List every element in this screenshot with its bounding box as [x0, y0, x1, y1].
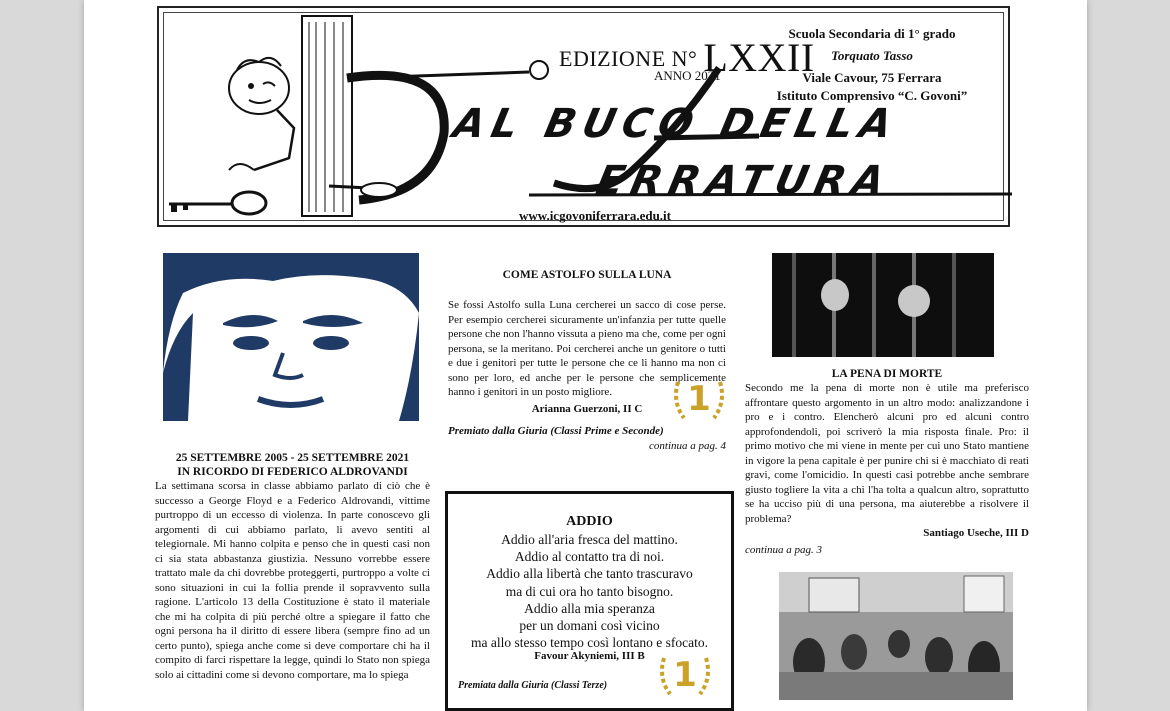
poem-line: Addio alla libertà che tanto trascuravo	[486, 566, 693, 582]
memorial-article	[155, 451, 430, 682]
death-penalty-continue-link[interactable]: continua a pag. 3	[745, 543, 822, 556]
death-penalty-title: LA PENA DI MORTE	[831, 368, 943, 380]
medal-digit-1: 1	[687, 379, 711, 419]
astolfo-body: Se fossi Astolfo sulla Luna cercherei un sacco di cose perse. Per esempio cercherei sicuramente un'infanzia per tutte quelle persone che non l'hanno vissuta a pieno ma che, come per ogni persona, se la meritano. Poi cercherei anche un genitore o tutti e due i genitori per tutte le persone che ce li hanno ma non ci sono per loro, ed anche per le persone che semplicemente hanno i genitori in un posto migliore.	[448, 299, 726, 398]
death-penalty-article	[745, 367, 1029, 557]
first-prize-medal-icon	[656, 648, 714, 700]
memorial-body: La settimana scorsa in classe abbiamo parlato di ciò che è successo a George Floyd e a Federico Aldrovandi, vittime purtroppo di un eccesso di violenza. In parte conoscevo gli argomenti di cui abbiamo parlato, li avevo sentiti al telegiornale. Mi hanno colpita e penso che in questi casi non ci sia stata abbastanza giustizia. Nessuno vorrebbe essere trattato male da chi dovrebbe proteggerti, purtroppo a volte ci sono situazioni in cui la follia prende il sopravvento sulla ragione. L'articolo 13 della Costituzione è stato il materiale che mi ha colpita di più perché oltre a spiegare il fatto che ogni persona ha il diritto di essere libera (sempre fino ad un certo punto), spiega anche come si deve comportare chi ha il compito di farci rispettare la legge, quindi lo Stato non spiega solo ai cittadini come si devono comportare, ma lo spiega	[155, 480, 430, 681]
poem-line: per un domani così vicino	[519, 618, 660, 634]
poem-line: ma di cui ora ho tanto bisogno.	[505, 583, 674, 599]
classroom-photo	[779, 572, 1013, 700]
poem-author: Favour Akyniemi, III B	[534, 650, 645, 662]
newspaper-title-line-2: ERRATURA	[592, 158, 896, 204]
poem-line: Addio al contatto tra di noi.	[514, 549, 665, 565]
edition-number: LXXII	[703, 35, 815, 80]
astolfo-continue-link[interactable]: continua a pag. 4	[649, 439, 726, 452]
school-line-2: Torquato Tasso	[831, 48, 913, 63]
memorial-title-line-1: 25 SETTEMBRE 2005 - 25 SETTEMBRE 2021	[175, 452, 410, 464]
astolfo-title: COME ASTOLFO SULLA LUNA	[502, 269, 672, 281]
prison-bars-photo	[772, 253, 994, 357]
masthead	[157, 6, 1010, 227]
astolfo-award: Premiato dalla Giuria (Classi Prime e Seconde)	[448, 425, 664, 437]
poem-line: ma allo stesso tempo così lontano e sfocato.	[471, 635, 708, 651]
newspaper-title-line-1: AL BUCO DELLA	[449, 101, 903, 147]
school-line-3: Viale Cavour, 75 Ferrara	[802, 70, 942, 85]
medal-digit-1: 1	[673, 655, 697, 695]
poem-title: ADDIO	[566, 514, 613, 529]
edition-year: ANNO 2021	[654, 68, 721, 83]
newspaper-page	[84, 0, 1087, 711]
astolfo-article	[448, 268, 726, 453]
poem-award: Premiata dalla Giuria (Classi Terze)	[458, 680, 608, 691]
edition-prefix: EDIZIONE N°	[559, 46, 698, 71]
first-prize-medal-icon	[670, 372, 728, 424]
poem-text	[448, 531, 731, 651]
memorial-title-line-2: IN RICORDO DI FEDERICO ALDROVANDI	[177, 466, 408, 478]
federico-aldrovandi-portrait	[163, 253, 419, 421]
school-info	[752, 23, 992, 103]
poem-line: Addio all'aria fresca del mattino.	[501, 532, 678, 547]
death-penalty-body: Secondo me la pena di morte non è utile ma preferisco affrontare questo argomento in un altro modo: analizzandone i pro e i contro. Elencherò alcuni pro ed alcuni contro approfondendoli, poi scriverò la mia risposta finale. Pro: il primo motivo che mi viene in mente per cui uno Stato mantiene in vigore la pena capitale è per punire chi si è macchiato di reati gravi, come l'omicidio. In questi casi potrebbe anche sembrare giusto togliere la vita a chi l'ha tolta a qualcun altro, soprattutto se ha ucciso più di una persona, ma aiuterebbe a risolvere il problema?	[745, 382, 1029, 525]
poem-line: Addio alla mia speranza	[524, 600, 655, 616]
school-website-url: www.icgovoniferrara.edu.it	[519, 208, 672, 223]
school-line-1: Scuola Secondaria di 1° grado	[788, 26, 956, 41]
death-penalty-author: Santiago Useche, III D	[923, 527, 1029, 539]
school-line-4: Istituto Comprensivo “C. Govoni”	[776, 88, 968, 103]
astolfo-author: Arianna Guerzoni, II C	[531, 402, 643, 415]
